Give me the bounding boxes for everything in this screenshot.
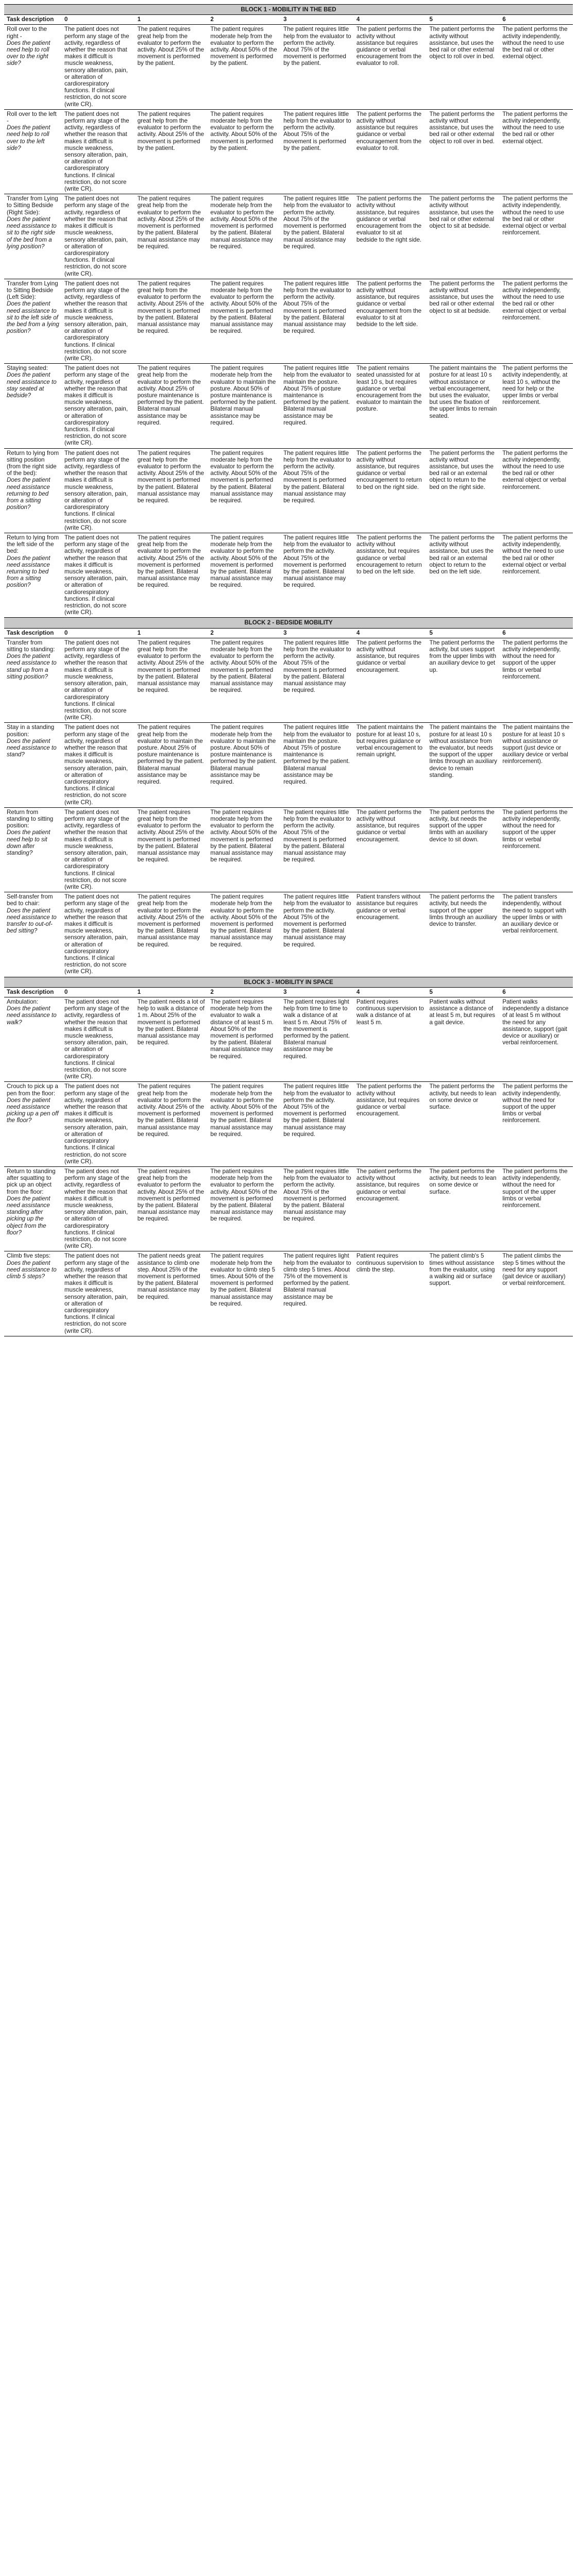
level-3-cell: The patient requires little help from the evaluator to perform the activity. About 75% of the movement is performed by the patient. Bilateral manual assistance may be required. [281, 892, 354, 977]
column-header-row [4, 628, 573, 638]
header-level-2: 2 [208, 987, 281, 997]
level-6-cell: The patient performs the activity independently, without the need for support of the upper limbs or verbal reinforcement. [500, 1082, 573, 1166]
level-5-cell: The patient performs the activity, but needs the support of the upper limbs with an auxiliary device to sit down. [427, 807, 500, 892]
level-1-cell: The patient requires great help from the evaluator to perform the activity. About 25% of the movement is performed by the patient. Bilateral manual assistance may be required. [135, 1166, 208, 1251]
header-level-6: 6 [500, 15, 573, 25]
level-5-cell: The patient performs the activity, but needs to lean on some device or surface. [427, 1082, 500, 1166]
task-question: Does the patient need assistance to sit to the right side of the bed from a lying position? [7, 215, 57, 250]
header-level-3: 3 [281, 987, 354, 997]
task-name: Roll over to the left - [7, 110, 57, 125]
level-1-cell: The patient needs a lot of help to walk a distance of 1 m. About 25% of the movement is performed by the patient. Bilateral manual assistance may be required. [135, 997, 208, 1082]
task-name: Transfer from sitting to standing: [7, 639, 55, 653]
table-row [4, 448, 573, 533]
level-1-cell: The patient requires great help from the evaluator to perform the activity. About 25% of the movement is performed by the patient. Bilateral manual assistance may be required. [135, 279, 208, 363]
table-row [4, 723, 573, 807]
level-0-cell: The patient does not perform any stage of the activity, regardless of whether the reason that makes it difficult is muscle weakness, sensory alteration, pain, or alteration of cardiorespiratory functions. If clinical restriction, do not score (write CR). [62, 448, 135, 533]
block-title-row [4, 977, 573, 987]
level-1-cell: The patient requires great help from the evaluator to perform the activity. About 25% of the movement is performed by the patient. Bilateral manual assistance may be required. [135, 194, 208, 279]
level-3-cell: The patient requires little help from the evaluator to perform the activity. About 75% of the movement is performed by the patient. Bilateral manual assistance may be required. [281, 533, 354, 618]
level-4-cell: The patient performs the activity without assistance but requires guidance or verbal encouragement from the evaluator to roll. [354, 25, 427, 109]
header-level-2: 2 [208, 628, 281, 638]
level-1-cell: The patient requires great help from the evaluator to perform the activity. About 25% of the movement is performed by the patient. Bilateral manual assistance may be required. [135, 807, 208, 892]
level-3-cell: The patient requires little help from the evaluator to perform the activity. About 75% of the movement is performed by the patient. Bilateral manual assistance may be required. [281, 448, 354, 533]
task-description [4, 892, 62, 977]
table-row [4, 807, 573, 892]
level-0-cell: The patient does not perform any stage of the activity, regardless of whether the reason that makes it difficult is muscle weakness, sensory alteration, pain, or alteration of cardiorespiratory functions. If clinical restriction, do not score (write CR). [62, 892, 135, 977]
task-question: Does the patient need assistance to stand up from a sitting position? [7, 653, 57, 680]
header-level-1: 1 [135, 987, 208, 997]
header-level-0: 0 [62, 987, 135, 997]
level-0-cell: The patient does not perform any stage of the activity, regardless of whether the reason that makes it difficult is muscle weakness, sensory alteration, pain, or alteration of cardiorespiratory functions. If clinical restriction, do not score (write CR). [62, 1251, 135, 1336]
task-name: Transfer from Lying to Sitting Bedside (Left Side): [7, 280, 58, 301]
task-question: Does the patient need assistance returning to bed from a sitting position? [7, 477, 50, 511]
level-0-cell: The patient does not perform any stage of the activity, regardless of whether the reason that makes it difficult is muscle weakness, sensory alteration, pain, or alteration of cardiorespiratory functions. If clinical restriction, do not score (write CR). [62, 1166, 135, 1251]
task-question: Does the patient need help to roll over to the right side? [7, 39, 50, 67]
header-level-6: 6 [500, 987, 573, 997]
level-0-cell: The patient does not perform any stage of the activity, regardless of whether the reason that makes it difficult is muscle weakness, sensory alteration, pain, or alteration of cardiorespiratory functions. If clinical restriction, do not score (write CR). [62, 279, 135, 363]
level-6-cell: The patient performs the activity independently, at least 10 s, without the need for help or the upper limbs or verbal reinforcement. [500, 364, 573, 448]
task-name: Return to standing after squatting to pick up an object from the floor: [7, 1167, 56, 1195]
level-1-cell: The patient requires great help from the evaluator to perform the activity. About 25% of posture maintenance is performed by the patient. Bilateral manual assistance may be required. [135, 364, 208, 448]
task-name: Staying seated: [7, 365, 48, 372]
level-5-cell: The patient performs the activity, but needs the support of the upper limbs through an auxiliary device to transfer. [427, 892, 500, 977]
table-row [4, 25, 573, 109]
level-5-cell: Patient walks without assistance a distance of at least 5 m, but requires a gait device. [427, 997, 500, 1082]
level-2-cell: The patient requires moderate help from the evaluator to climb step 5 times. About 50% of the movement is performed by the patient. Bilateral manual assistance may be required. [208, 1251, 281, 1336]
level-3-cell: The patient requires little help from the evaluator to perform the activity. About 75% of the movement is performed by the patient. Bilateral manual assistance may be required. [281, 194, 354, 279]
task-description [4, 723, 62, 807]
level-3-cell: The patient requires little help from the evaluator to maintain the posture. About 75% of posture maintenance is performed by the patient. Bilateral manual assistance may be required. [281, 723, 354, 807]
level-6-cell: The patient performs the activity independently, without the need for support of the upper limbs or verbal reinforcement. [500, 638, 573, 722]
header-level-3: 3 [281, 628, 354, 638]
task-question: Does the patient need assistance to transfer to out-of-bed sitting? [7, 907, 57, 935]
level-2-cell: The patient requires moderate help from the evaluator to perform the activity. About 50% of the movement is performed by the patient. Bilateral manual assistance may be required. [208, 533, 281, 618]
level-4-cell: The patient remains seated unassisted for at least 10 s, but requires guidance or verbal encouragement from the evaluator to maintain the posture. [354, 364, 427, 448]
level-1-cell: The patient needs great assistance to climb one step. About 25% of the movement is performed by the patient. Bilateral manual assistance may be required. [135, 1251, 208, 1336]
level-3-cell: The patient requires little help from the evaluator to perform the activity. About 75% of the movement is performed by the patient. Bilateral manual assistance may be required. [281, 1082, 354, 1166]
level-4-cell: The patient performs the activity without assistance, but requires guidance or verbal encouragement. [354, 1082, 427, 1166]
level-3-cell: The patient requires little help from the evaluator to perform the activity. About 75% of the movement is performed by the patient. [281, 25, 354, 109]
level-5-cell: The patient performs the activity, but uses support from the upper limbs with an auxiliary device to get up. [427, 638, 500, 722]
level-6-cell: The patient transfers independently, without the need to support with the upper limbs or with an auxiliary device or verbal reinforcement. [500, 892, 573, 977]
task-description [4, 448, 62, 533]
level-2-cell: The patient requires moderate help from the evaluator to maintain the posture. About 50% of posture maintenance is performed by the patient. Bilateral manual assistance may be required. [208, 364, 281, 448]
level-4-cell: The patient maintains the posture for at least 10 s, but requires guidance or verbal encouragement to remain upright. [354, 723, 427, 807]
level-0-cell: The patient does not perform any stage of the activity, regardless of whether the reason that makes it difficult is muscle weakness, sensory alteration, pain, or alteration of cardiorespiratory functions. If clinical restriction, do not score (write CR). [62, 109, 135, 194]
level-0-cell: The patient does not perform any stage of the activity, regardless of whether the reason that makes it difficult is muscle weakness, sensory alteration, pain, or alteration of cardiorespiratory functions. If clinical restriction, do not score (write CR). [62, 997, 135, 1082]
task-question: Does the patient need assistance to walk? [7, 1005, 57, 1026]
task-name: Crouch to pick up a pen from the floor: [7, 1083, 58, 1097]
table-row [4, 997, 573, 1082]
task-name: Return to lying from the left side of the bed: [7, 534, 59, 555]
level-5-cell: The patient performs the activity, but needs to lean on some device or surface. [427, 1166, 500, 1251]
level-2-cell: The patient requires moderate help from the evaluator to perform the activity. About 50% of the movement is performed by the patient. Bilateral manual assistance may be required. [208, 1082, 281, 1166]
level-3-cell: The patient requires little help from the evaluator to perform the activity. About 75% of the movement is performed by the patient. Bilateral manual assistance may be required. [281, 1166, 354, 1251]
header-level-3: 3 [281, 15, 354, 25]
level-0-cell: The patient does not perform any stage of the activity, regardless of whether the reason that makes it difficult is muscle weakness, sensory alteration, pain, or alteration of cardiorespiratory functions. If clinical restriction, do not score (write CR). [62, 533, 135, 618]
level-2-cell: The patient requires moderate help from the evaluator to perform the activity. About 50% of the movement is performed by the patient. Bilateral manual assistance may be required. [208, 1166, 281, 1251]
level-4-cell: The patient performs the activity without assistance, but requires guidance or verbal encouragement to return to bed on the left side. [354, 533, 427, 618]
task-question: Does the patient need assistance returning to bed from a sitting position? [7, 554, 50, 589]
task-description [4, 638, 62, 722]
level-3-cell: The patient requires little help from the evaluator to perform the activity. About 75% of the movement is performed by the patient. Bilateral manual assistance may be required. [281, 279, 354, 363]
level-4-cell: The patient performs the activity without assistance, but requires guidance or verbal encouragement. [354, 807, 427, 892]
level-6-cell: The patient performs the activity independently, without the need to use the bed rail or other external object. [500, 25, 573, 109]
level-1-cell: The patient requires great help from the evaluator to perform the activity. About 25% of the movement is performed by the patient. [135, 109, 208, 194]
level-5-cell: The patient performs the activity without assistance, but uses the bed rail or other external object to roll over in bed. [427, 109, 500, 194]
task-name: Ambulation: [7, 998, 39, 1006]
header-level-6: 6 [500, 628, 573, 638]
block-title-row [4, 618, 573, 628]
level-0-cell: The patient does not perform any stage of the activity, regardless of whether the reason that makes it difficult is muscle weakness, sensory alteration, pain, or alteration of cardiorespiratory functions. If clinical restriction, do not score (write CR). [62, 25, 135, 109]
task-question: Does the patient need assistance standing after picking up the object from the floor? [7, 1195, 50, 1236]
level-1-cell: The patient requires great help from the evaluator to perform the activity. About 25% of the movement is performed by the patient. Bilateral manual assistance may be required. [135, 638, 208, 722]
table-row [4, 533, 573, 618]
level-6-cell: The patient performs the activity independently, without the need to use the bed rail or other external object or verbal reinforcement. [500, 533, 573, 618]
table-row [4, 109, 573, 194]
task-description [4, 25, 62, 109]
task-description [4, 109, 62, 194]
header-task-description: Task description [4, 15, 62, 25]
column-header-row [4, 15, 573, 25]
level-1-cell: The patient requires great help from the evaluator to perform the activity. About 25% of the movement is performed by the patient. [135, 25, 208, 109]
task-description [4, 533, 62, 618]
level-2-cell: The patient requires moderate help from the evaluator to perform the activity. About 50% of the movement is performed by the patient. Bilateral manual assistance may be required. [208, 892, 281, 977]
level-2-cell: The patient requires moderate help from the evaluator to maintain the posture. About 50% of posture maintenance is performed by the patient. Bilateral manual assistance may be required. [208, 723, 281, 807]
level-5-cell: The patient performs the activity without assistance, but uses the bed rail or other external object to sit at bedside. [427, 279, 500, 363]
mobility-scale-table [4, 4, 573, 1336]
level-5-cell: The patient maintains the posture for at least 10 s without assistance from the evaluator, but needs the support of the upper limbs through an auxiliary device to remain standing. [427, 723, 500, 807]
task-description [4, 807, 62, 892]
task-description [4, 279, 62, 363]
task-question: Does the patient need help to sit down after standing? [7, 829, 50, 856]
level-6-cell: The patient performs the activity independently, without the need to use the bed rail or other external object or verbal reinforcement. [500, 448, 573, 533]
level-2-cell: The patient requires moderate help from the evaluator to perform the activity. About 50% of the movement is performed by the patient. [208, 25, 281, 109]
level-6-cell: The patient climbs the step 5 times without the need for any support (gait device or auxiliary) or verbal reinforcement. [500, 1251, 573, 1336]
header-level-4: 4 [354, 15, 427, 25]
level-1-cell: The patient requires great help from the evaluator to perform the activity. About 25% of the movement is performed by the patient. Bilateral manual assistance may be required. [135, 1082, 208, 1166]
header-level-1: 1 [135, 628, 208, 638]
table-row [4, 194, 573, 279]
task-description [4, 997, 62, 1082]
task-question: Does the patient need assistance to stand? [7, 737, 57, 758]
level-3-cell: The patient requires little help from the evaluator to perform the activity. About 75% of the movement is performed by the patient. Bilateral manual assistance may be required. [281, 807, 354, 892]
header-level-1: 1 [135, 15, 208, 25]
level-3-cell: The patient requires little help from the evaluator to perform the activity. About 75% of the movement is performed by the patient. [281, 109, 354, 194]
header-level-2: 2 [208, 15, 281, 25]
level-3-cell: The patient requires light help from the evaluator to climb step 5 times. About 75% of the movement is performed by the patient. Bilateral manual assistance may be required. [281, 1251, 354, 1336]
level-2-cell: The patient requires moderate help from the evaluator to perform the activity. About 50% of the movement is performed by the patient. Bilateral manual assistance may be required. [208, 194, 281, 279]
level-1-cell: The patient requires great help from the evaluator to perform the activity. About 25% of the movement is performed by the patient. Bilateral manual assistance may be required. [135, 892, 208, 977]
level-2-cell: The patient requires moderate help from the evaluator to walk a distance of at least 5 m. About 50% of the movement is performed by the patient. Bilateral manual assistance may be required. [208, 997, 281, 1082]
level-6-cell: The patient performs the activity independently, without the need to use the bed rail or other external object or verbal reinforcement. [500, 279, 573, 363]
task-name: Self-transfer from bed to chair: [7, 893, 53, 907]
block-title-row [4, 5, 573, 15]
level-4-cell: Patient requires continuous supervision to walk a distance of at least 5 m. [354, 997, 427, 1082]
table-row [4, 1251, 573, 1336]
header-task-description: Task description [4, 987, 62, 997]
block-title: BLOCK 3 - MOBILITY IN SPACE [4, 977, 573, 987]
task-question: Does the patient need assistance to sit to the left side of the bed from a lying position? [7, 300, 59, 335]
level-6-cell: The patient performs the activity independently, without the need to use the bed rail or other external object. [500, 109, 573, 194]
task-name: Transfer from Lying to Sitting Bedside (Right Side): [7, 195, 58, 216]
header-level-0: 0 [62, 15, 135, 25]
task-description [4, 1082, 62, 1166]
level-4-cell: The patient performs the activity without assistance, but requires guidance or verbal encouragement. [354, 638, 427, 722]
table-row [4, 638, 573, 722]
table-row [4, 892, 573, 977]
level-0-cell: The patient does not perform any stage of the activity, regardless of whether the reason that makes it difficult is muscle weakness, sensory alteration, pain, or alteration of cardiorespiratory functions. If clinical restriction, do not score (write CR). [62, 364, 135, 448]
task-question: Does the patient need assistance picking up a pen off the floor? [7, 1096, 59, 1124]
level-3-cell: The patient requires little help from the evaluator to perform the activity. About 75% of the movement is performed by the patient. Bilateral manual assistance may be required. [281, 638, 354, 722]
table-row [4, 364, 573, 448]
table-row [4, 279, 573, 363]
table-row [4, 1082, 573, 1166]
level-4-cell: The patient performs the activity without assistance, but requires guidance or verbal encouragement from the evaluator to sit at bedside to the left side. [354, 279, 427, 363]
header-level-0: 0 [62, 628, 135, 638]
level-3-cell: The patient requires light help from time to time to walk a distance of at least 5 m. About 75% of the movement is performed by the patient. Bilateral manual assistance may be required. [281, 997, 354, 1082]
level-4-cell: Patient transfers without assistance but requires guidance or verbal encouragement. [354, 892, 427, 977]
level-5-cell: The patient performs the activity without assistance, but uses the bed rail or an external object to return to the bed on the right side. [427, 448, 500, 533]
level-0-cell: The patient does not perform any stage of the activity, regardless of whether the reason that makes it difficult is muscle weakness, sensory alteration, pain, or alteration of cardiorespiratory functions. If clinical restriction, do not score (write CR). [62, 638, 135, 722]
task-name: Return from standing to sitting position: [7, 808, 54, 829]
level-3-cell: The patient requires little help from the evaluator to maintain the posture. About 75% of posture maintenance is performed by the patient. Bilateral manual assistance may be required. [281, 364, 354, 448]
task-description [4, 194, 62, 279]
task-name: Return to lying from sitting position (from the right side of the bed): [7, 449, 59, 477]
level-4-cell: The patient performs the activity without assistance, but requires guidance or verbal encouragement from the evaluator to sit at bedside to the right side. [354, 194, 427, 279]
level-2-cell: The patient requires moderate help from the evaluator to perform the activity. About 50% of the movement is performed by the patient. Bilateral manual assistance may be required. [208, 807, 281, 892]
level-4-cell: The patient performs the activity without assistance, but requires guidance or verbal encouragement to return to bed on the right side. [354, 448, 427, 533]
level-4-cell: The patient performs the activity without assistance, but requires guidance or verbal encouragement. [354, 1166, 427, 1251]
level-1-cell: The patient requires great help from the evaluator to maintain the posture. About 25% of posture maintenance is performed by the patient. Bilateral manual assistance may be required. [135, 723, 208, 807]
level-2-cell: The patient requires moderate help from the evaluator to perform the activity. About 50% of the movement is performed by the patient. [208, 109, 281, 194]
level-4-cell: The patient performs the activity without assistance but requires guidance or verbal encouragement from the evaluator to roll. [354, 109, 427, 194]
level-5-cell: The patient performs the activity without assistance, but uses the bed rail or an external object to return to the bed on the left side. [427, 533, 500, 618]
header-task-description: Task description [4, 628, 62, 638]
task-name: Stay in a standing position: [7, 724, 55, 738]
task-question: Does the patient need assistance to climb 5 steps? [7, 1259, 57, 1280]
header-level-4: 4 [354, 628, 427, 638]
task-name: Roll over to the right - [7, 26, 47, 40]
level-4-cell: Patient requires continuous supervision to climb the step. [354, 1251, 427, 1336]
header-level-5: 5 [427, 15, 500, 25]
level-6-cell: The patient performs the activity independently, without the need for support of the upper limbs or verbal reinforcement. [500, 1166, 573, 1251]
block-title: BLOCK 2 - BEDSIDE MOBILITY [4, 618, 573, 628]
level-5-cell: The patient climb's 5 times without assistance from the evaluator, using a walking aid or surface support. [427, 1251, 500, 1336]
level-6-cell: The patient performs the activity independently, without the need for support of the upper limbs or verbal reinforcement. [500, 807, 573, 892]
level-0-cell: The patient does not perform any stage of the activity, regardless of whether the reason that makes it difficult is muscle weakness, sensory alteration, pain, or alteration of cardiorespiratory functions. If clinical restriction, do not score (write CR). [62, 723, 135, 807]
level-6-cell: The patient maintains the posture for at least 10 s without assistance or support (just device or auxiliary device or verbal reinforcement). [500, 723, 573, 807]
table-row [4, 1166, 573, 1251]
column-header-row [4, 987, 573, 997]
level-1-cell: The patient requires great help from the evaluator to perform the activity. About 25% of the movement is performed by the patient. Bilateral manual assistance may be required. [135, 448, 208, 533]
task-description [4, 1251, 62, 1336]
task-name: Climb five steps: [7, 1252, 51, 1260]
header-level-5: 5 [427, 987, 500, 997]
task-question: Does the patient need help to roll over to the left side? [7, 124, 50, 151]
task-question: Does the patient need assistance to stay seated at bedside? [7, 371, 57, 399]
header-level-4: 4 [354, 987, 427, 997]
level-5-cell: The patient performs the activity without assistance, but uses the bed rail or other external object to sit at bedside. [427, 194, 500, 279]
level-0-cell: The patient does not perform any stage of the activity, regardless of whether the reason that makes it difficult is muscle weakness, sensory alteration, pain, or alteration of cardiorespiratory functions. If clinical restriction, do not score (write CR). [62, 807, 135, 892]
level-5-cell: The patient maintains the posture for at least 10 s without assistance or verbal encouragement, but uses the evaluator, but uses the fixation of the upper limbs to remain seated. [427, 364, 500, 448]
level-0-cell: The patient does not perform any stage of the activity, regardless of whether the reason that makes it difficult is muscle weakness, sensory alteration, pain, or alteration of cardiorespiratory functions. If clinical restriction, do not score (write CR). [62, 194, 135, 279]
level-0-cell: The patient does not perform any stage of the activity, regardless of whether the reason that makes it difficult is muscle weakness, sensory alteration, pain, or alteration of cardiorespiratory functions. If clinical restriction, do not score (write CR). [62, 1082, 135, 1166]
task-description [4, 1166, 62, 1251]
level-5-cell: The patient performs the activity without assistance, but uses the bed rail or other external object to roll over in bed. [427, 25, 500, 109]
level-2-cell: The patient requires moderate help from the evaluator to perform the activity. About 50% of the movement is performed by the patient. Bilateral manual assistance may be required. [208, 638, 281, 722]
block-title: BLOCK 1 - MOBILITY IN THE BED [4, 5, 573, 15]
level-2-cell: The patient requires moderate help from the evaluator to perform the activity. About 50% of the movement is performed by the patient. Bilateral manual assistance may be required. [208, 448, 281, 533]
level-2-cell: The patient requires moderate help from the evaluator to perform the activity. About 50% of the movement is performed by the patient. Bilateral manual assistance may be required. [208, 279, 281, 363]
level-6-cell: The patient performs the activity independently, without the need to use the bed rail or other external object or verbal reinforcement. [500, 194, 573, 279]
header-level-5: 5 [427, 628, 500, 638]
level-1-cell: The patient requires great help from the evaluator to perform the activity. About 25% of the movement is performed by the patient. Bilateral manual assistance may be required. [135, 533, 208, 618]
level-6-cell: Patient walks independently a distance of at least 5 m without the need for any assistance, support (gait device or auxiliary) or verbal reinforcement. [500, 997, 573, 1082]
task-description [4, 364, 62, 448]
